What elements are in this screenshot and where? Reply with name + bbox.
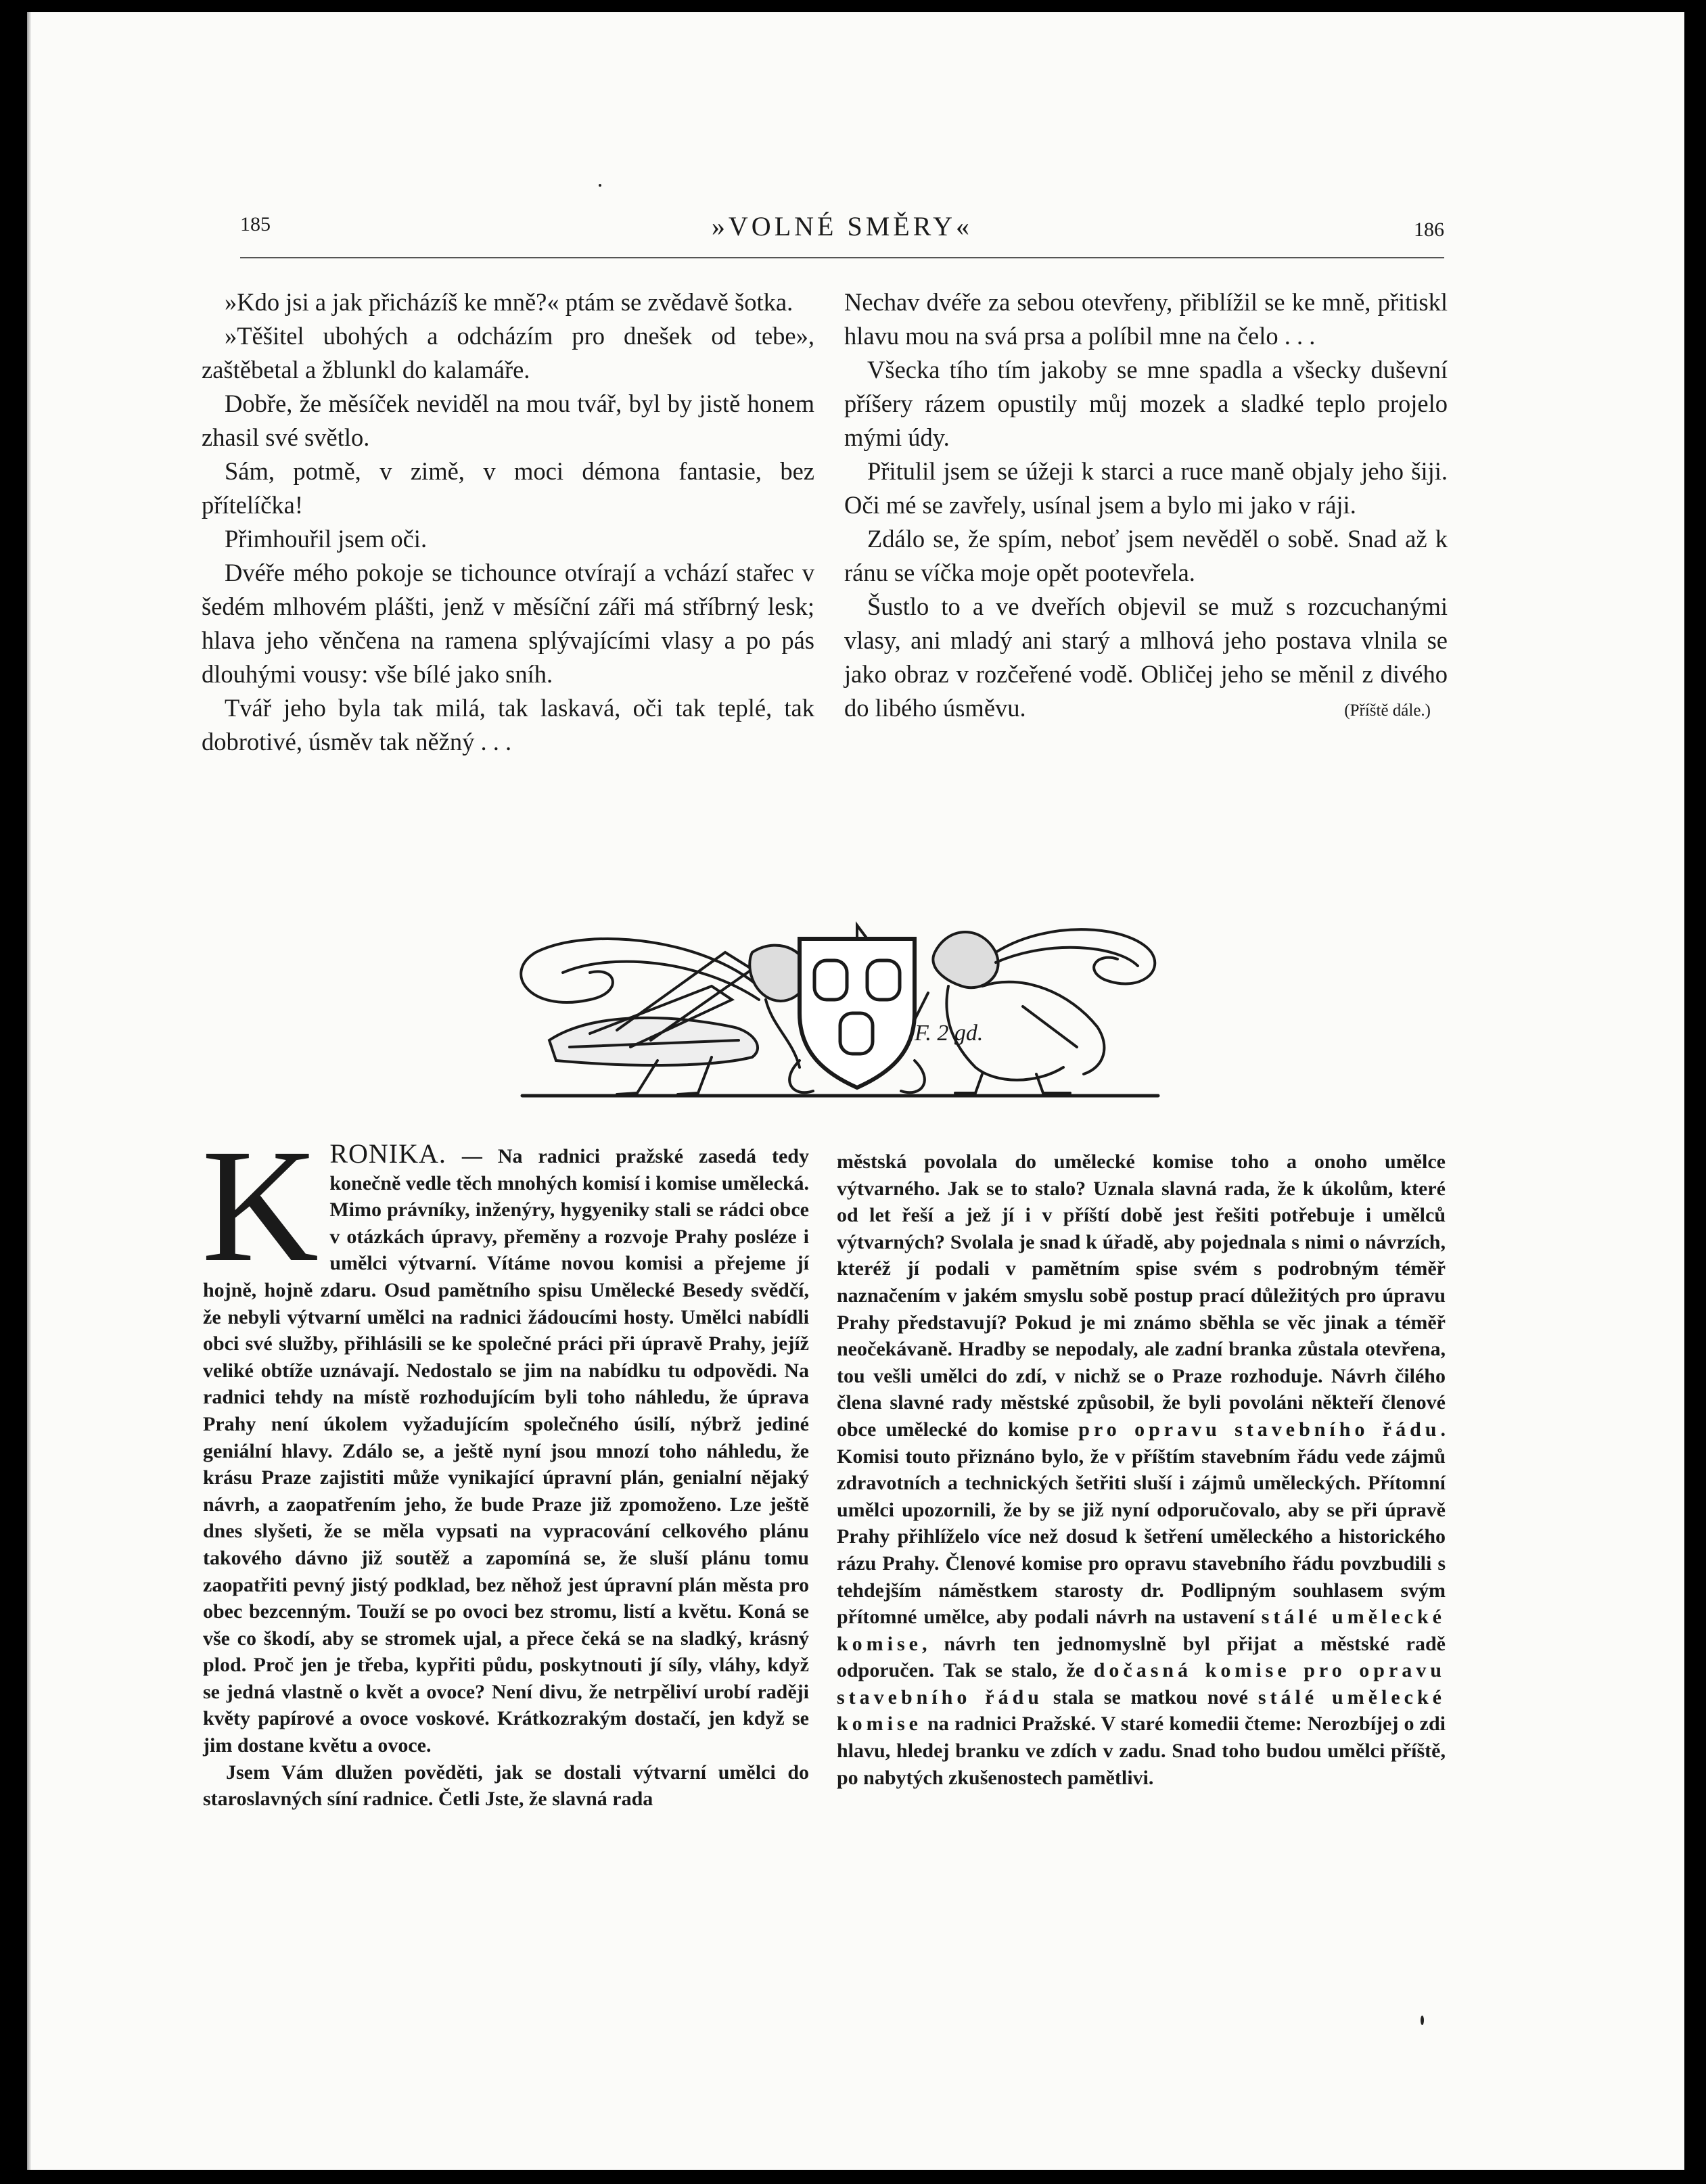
page-number-left: 185 <box>240 213 271 235</box>
paper-speck <box>1421 2016 1424 2025</box>
ornament-monogram: F. 2 gd. <box>915 1021 984 1046</box>
page-number-right: 186 <box>1414 218 1444 241</box>
story-paragraph: Tvář jeho byla tak milá, tak laskavá, oči tak teplé, tak dobrotivé, úsměv tak něžný . . . <box>202 694 814 756</box>
story-paragraph: Dvéře mého pokoje se tichounce otvírají a vchází stařec v šedém mlhovém plášti, jenž v měsíční záři má stříbrný lesk; hlava jeho věnčena na ramena splývajícími vlasy a po pás dlouhými vousy: vše bílé jako sníh. <box>202 559 814 688</box>
story-paragraph: Všecka tího tím jakoby se mne spadla a všecky duševní příšery rázem opustily můj mozek a sladké teplo projelo mými údy. <box>844 356 1448 451</box>
continued-note: (Příště dále.) <box>1344 701 1431 720</box>
kronika-text-run: stala se matkou nové <box>1042 1686 1258 1709</box>
header-rule <box>240 257 1444 258</box>
story-column-right <box>844 285 1448 721</box>
kronika-dropcap: K <box>202 1115 319 1295</box>
kronika-heading: RONIKA. <box>329 1138 446 1169</box>
kronika-spaced-term: stálé umělecké komise <box>837 1606 1446 1655</box>
kronika-spaced-term: dočasná komise pro opravu stavebního řádu <box>837 1659 1446 1709</box>
story-paragraph: »Kdo jsi a jak přicházíš ke mně?« ptám se zvědavě šotka. <box>225 288 793 316</box>
kronika-continuation-paragraph <box>837 1148 1446 1791</box>
story-column-left <box>202 285 814 759</box>
story-paragraph: Nechav dvéře za sebou otevřeny, přiblížil se ke mně, přitiskl hlavu mou na svá prsa a políbil mne na čelo . . . <box>844 288 1448 350</box>
kronika-dash: — <box>446 1145 498 1167</box>
journal-title: »VOLNÉ SMĚRY« <box>711 211 973 241</box>
story-paragraph: »Těšitel ubohých a odcházím pro dnešek od tebe», zaštěbetal a žblunkl do kalamáře. <box>202 322 814 384</box>
kronika-spaced-term: stálé umělecké komise <box>837 1686 1446 1736</box>
kronika-spaced-term: pro opravu stavebního řádu <box>1078 1418 1441 1441</box>
kronika-text-run: městská povolala do umělecké komise toho a onoho umělce výtvarného. Jak se to stalo? Uznala slavná rada, že k úkolům, které od let řeší a jež jí i v příští době jest řešiti potřebuje i umělců výtvarných? Svolala je snad k úřadě, aby pojednala s nimi o návrzích, kteréž jí podali v pamětním spise svém s podrobným téměř naznačením v jakém smyslu sobě postup prací důležitých pro úpravu Prahy představují? Pokud je mi známo sběhla se věc jinak a téměř neočekávaně. Hradby se nepodaly, ale zadní branka zůstala otevřena, tou vešli umělci do zdí, v nichž se o Praze rozhoduje. Návrh čilého člena slavné rady městské způsobil, že byli povoláni někteří členové obce umělecké do komise <box>837 1151 1446 1441</box>
kronika-text-run: na radnici Pražské. V staré komedii čteme: Nerozbíjej o zdi hlavu, hledej branku ve zdích v zadu. Snad toho budou umělci příště, po nabytých zkušenostech pamětlivi. <box>837 1713 1446 1789</box>
kronika-text-run: , návrh ten jednomyslně byl přijat a městské radě odporučen. Tak se stalo, že <box>837 1632 1446 1682</box>
kronika-paragraph: Jsem Vám dlužen pověděti, jak se dostali výtvarní umělci do staroslavných síní radnice. Četli Jste, že slavná rada <box>203 1761 809 1811</box>
page-edge-shadow <box>27 12 31 2170</box>
kronika-column-right <box>837 1148 1446 1791</box>
running-header <box>240 213 1444 254</box>
story-paragraph: Sám, potmě, v zimě, v moci démona fantasie, bez přítelíčka! <box>202 457 814 519</box>
story-paragraph: Přitulil jsem se úžeji k starci a ruce maně objaly jeho šiji. Oči mé se zavřely, usínal jsem a bylo mi jako v ráji. <box>844 457 1448 519</box>
insect-heraldic-ornament <box>509 912 1166 1100</box>
story-paragraph: Dobře, že měsíček neviděl na mou tvář, byl by jistě honem zhasil své světlo. <box>202 390 814 451</box>
story-paragraph: Šustlo to a ve dveřích objevil se muž s rozcuchanými vlasy, ani mladý ani starý a mlhová jeho postava vlnila se jako obraz v rozčeřené vodě. Obličej jeho se měnil z divého do libého úsměvu. <box>844 593 1448 722</box>
kronika-text-run: . Komisi touto přiznáno bylo, že v příštím stavebním řádu vede zájmů zdravotních a technických šetřiti sluší i zájmů uměleckých. Přítomní umělci upozornili, že by se již nyní odporučovalo, aby se při úpravě Prahy přihlíželo více než dosud k šetření uměleckého a historického rázu Prahy. Členové komise pro opravu stavebního řádu povzbudili s tehdejším náměstkem starosty dr. Podlipným souhlasem svým přítomné umělce, aby podali návrh na ustavení <box>837 1418 1446 1629</box>
story-paragraph: Přimhouřil jsem oči. <box>225 525 428 553</box>
paper-speck <box>599 184 601 187</box>
kronika-intro-paragraph: Na radnici pražské zasedá tedy konečně vedle těch mnohých komisí i komise umělecká. Mimo právníky, inženýry, hygyeniky stali se rádci obce v otázkách úpravy, přeměny a rozvoje Prahy posléze i umělci výtvarní. Vítáme novou komisi a přejeme jí hojně, hojně zdaru. Osud pamětního spisu Umělecké Besedy svědčí, že nebyli výtvarní umělci na radnici žádoucími hosty. Umělci nabídli obci své služby, přihlásili se ke společné práci při úpravě Prahy, jejíž veliké obtíže uznávají. Nedostalo se jim na nabídku tu odpovědi. Na radnici tehdy na místě rozhodujícím byli toho náhledu, že úprava Prahy není úkolem vyžadujícím společného úsilí, nýbrž jediné geniální hlavy. Zdálo se, a ještě nyní jsou mnozí toho náhledu, že krásu Praze zajistiti může vynikající úpravní plán, genialní nějaký návrh, a zaopatřením jeho, že bude Praze již zpomoženo. Lze ještě dnes slyšeti, že se měla vypsati na vypracování celkového plánu takového dávno již soutěž a zapomíná se, že sluší plánu tomu zaopatřiti pevný jistý podklad, bez něhož jest úpravní plán města pro obec bezcenným. Touží se po ovoci bez stromu, listí a květu. Koná se vše co škodí, aby se stromek ujal, a přece čeká se na sladký, krásný plod. Proč jen je třeba, kypřiti půdu, poskytnouti jí síly, vláhy, když se jedná vlastně o květ a ovoce? Není divu, že netrpěliví urobí raději květy papírové a ovoce voskové. Krátkozrakým dostačí, jen když se jim dostane květu a ovoce. <box>203 1145 809 1757</box>
story-paragraph: Zdálo se, že spím, neboť jsem nevěděl o sobě. Snad až k ránu se víčka moje opět pootevřela. <box>844 525 1448 586</box>
kronika-column-left <box>202 1115 809 1813</box>
